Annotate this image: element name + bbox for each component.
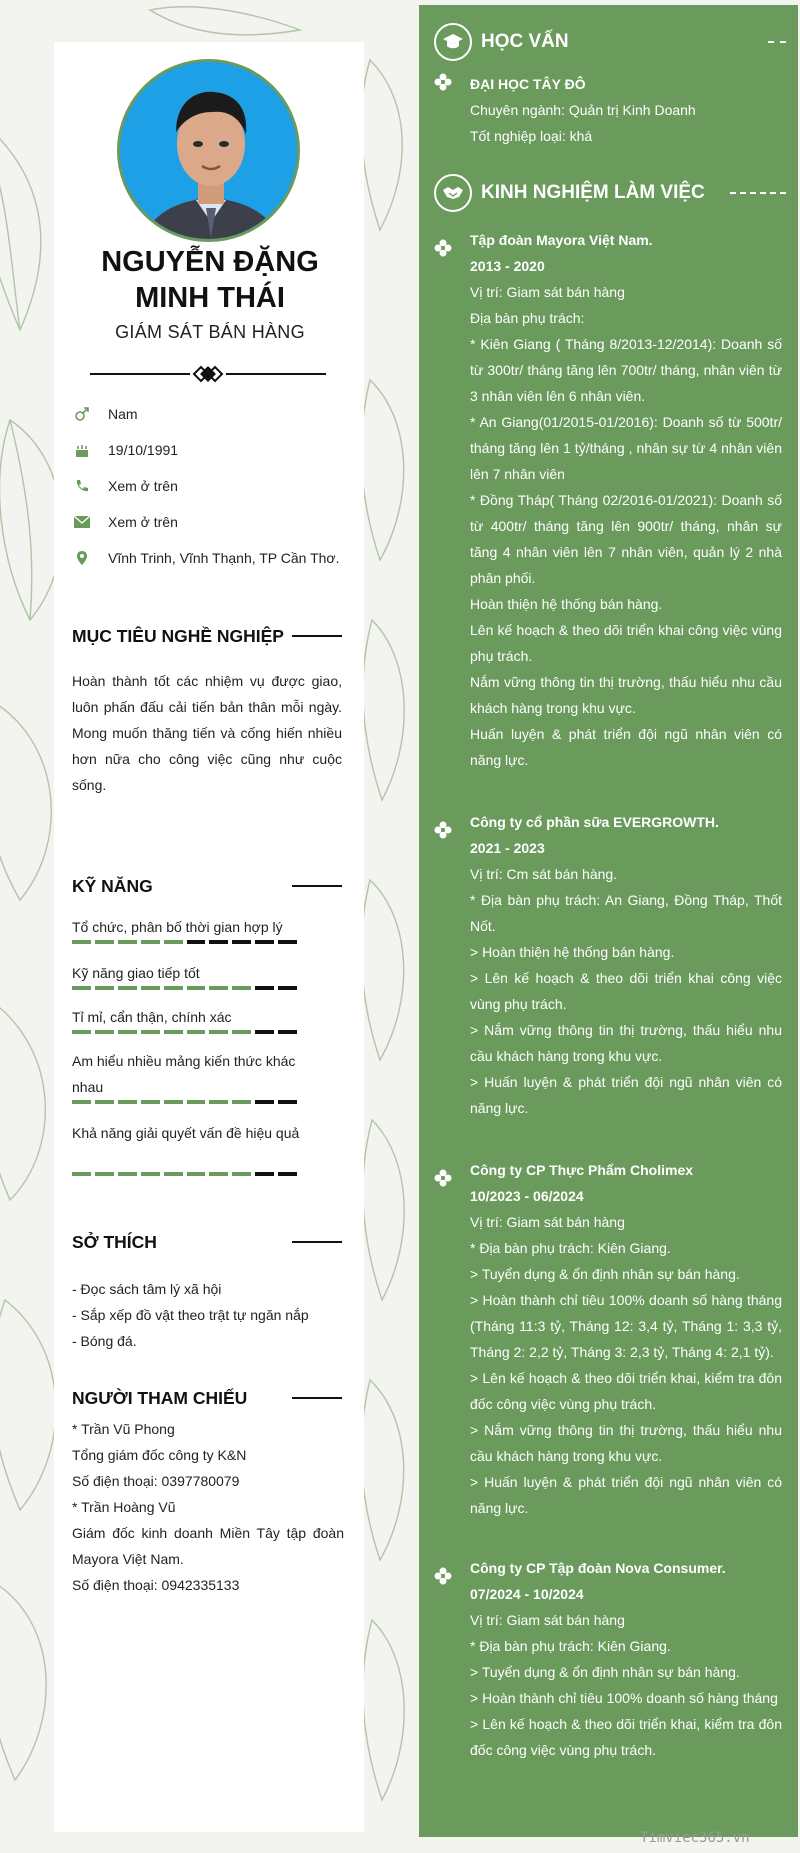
contact-phone (72, 475, 178, 497)
flower-bullet-icon (434, 1567, 452, 1585)
skill-level-bar (72, 986, 297, 990)
skill-level-segment (232, 1172, 251, 1176)
major: Chuyên ngành: Quản trị Kinh Doanh (470, 102, 696, 118)
contact-address (72, 547, 340, 569)
job-detail-line: Vị trí: Cm sát bán hàng. (470, 866, 618, 882)
references-heading: NGƯỜI THAM CHIẾU (72, 1386, 342, 1410)
skill-level-segment (141, 1172, 160, 1176)
skill-level-bar (72, 1030, 297, 1034)
job-title: GIÁM SÁT BÁN HÀNG (115, 322, 305, 342)
skill-level-segment (232, 986, 251, 990)
job-entry (470, 1157, 782, 1521)
skill-level-segment (255, 1172, 274, 1176)
skill-level-bar (72, 1100, 297, 1104)
skill-level-segment (255, 1100, 274, 1104)
skills-heading: KỸ NĂNG (72, 874, 342, 898)
name-divider (90, 362, 326, 386)
hobbies-list (72, 1276, 344, 1354)
job-detail-line: Vị trí: Giam sát bán hàng (470, 1612, 625, 1628)
job-detail-line: > Hoàn thành chỉ tiêu 100% doanh số hàng tháng (470, 1690, 778, 1706)
birthday-value: 19/10/1991 (108, 442, 179, 458)
location-pin-icon (72, 549, 92, 567)
email-value: Xem ở trên (108, 514, 178, 530)
list-item: * Trần Hoàng Vũ (72, 1499, 176, 1515)
company-name: Công ty cổ phần sữa EVERGROWTH. (470, 814, 719, 830)
skill-level-segment (118, 1100, 137, 1104)
skill-level-segment (95, 1030, 114, 1034)
skill-level-segment (118, 986, 137, 990)
job-period: 2013 - 2020 (470, 258, 545, 274)
skill-level-segment (95, 940, 114, 944)
skill-level-segment (209, 1030, 228, 1034)
job-detail-line: Vị trí: Giam sát bán hàng (470, 1214, 625, 1230)
skill-label: Tỉ mỉ, cẩn thận, chính xác (72, 1009, 232, 1025)
job-detail-line: > Tuyển dụng & ổn định nhân sự bán hàng. (470, 1664, 740, 1680)
skill-level-segment (232, 940, 251, 944)
phone-icon (72, 477, 92, 495)
job-entry (470, 227, 782, 773)
skill-level-segment (209, 1172, 228, 1176)
list-item: Số điện thoại: 0942335133 (72, 1577, 240, 1593)
skill-level-segment (95, 986, 114, 990)
skill-level-segment (72, 1100, 91, 1104)
skill-level-segment (118, 1172, 137, 1176)
skill-level-segment (141, 1100, 160, 1104)
hobbies-heading: SỞ THÍCH (72, 1230, 342, 1254)
job-period: 2021 - 2023 (470, 840, 545, 856)
job-detail-line: Địa bàn phụ trách: (470, 310, 585, 326)
list-item: Tổng giám đốc công ty K&N (72, 1447, 247, 1463)
person-portrait-image (120, 62, 300, 242)
birthday-cake-icon (72, 441, 92, 459)
skill-level-segment (187, 1030, 206, 1034)
skill-level-segment (187, 986, 206, 990)
experience-heading: KINH NGHIỆM LÀM VIỆC (434, 173, 786, 213)
skill-level-segment (278, 1100, 297, 1104)
email-icon (72, 513, 92, 531)
contact-email (72, 511, 178, 533)
company-name: Công ty CP Thực Phẩm Cholimex (470, 1162, 694, 1178)
company-name: Tập đoàn Mayora Việt Nam. (470, 232, 653, 248)
skill-level-segment (278, 1030, 297, 1034)
skill-level-segment (209, 940, 228, 944)
candidate-name: NGUYỄN ĐẶNG MINH THÁI (101, 246, 319, 314)
skill-level-segment (278, 940, 297, 944)
skill-level-segment (232, 1100, 251, 1104)
job-detail-line: > Lên kế hoạch & theo dõi triển khai, kiểm tra đôn đốc công việc vùng phụ trách. (470, 1370, 782, 1412)
grade: Tốt nghiệp loại: khá (470, 128, 593, 144)
skill-level-segment (187, 1172, 206, 1176)
skill-level-segment (95, 1172, 114, 1176)
skill-level-segment (209, 1100, 228, 1104)
job-entry (470, 809, 782, 1121)
watermark: Timviec365.vn (640, 1830, 750, 1846)
list-item: * Trần Vũ Phong (72, 1421, 175, 1437)
list-item: - Đọc sách tâm lý xã hội (72, 1281, 222, 1297)
job-period: 10/2023 - 06/2024 (470, 1188, 584, 1204)
list-item: Giám đốc kinh doanh Miền Tây tập đoàn Mayora Việt Nam. (72, 1525, 344, 1567)
skill-label: Kỹ năng giao tiếp tốt (72, 965, 200, 981)
job-detail-line: > Hoàn thành chỉ tiêu 100% doanh số hàng tháng (Tháng 11:3 tỷ, Tháng 12: 3,4 tỷ, Tháng 1: 3,3 tỷ, Tháng 2: 2,2 tỷ, Tháng 3: 2,3 tỷ, Tháng 4: 2,1 tỷ). (470, 1292, 782, 1360)
flower-bullet-icon (434, 1169, 452, 1187)
graduation-cap-icon (434, 23, 472, 61)
skill-level-segment (164, 1172, 183, 1176)
skill-level-segment (141, 1030, 160, 1034)
skill-level-segment (141, 940, 160, 944)
job-detail-line: * An Giang(01/2015-01/2016): Doanh số từ 500tr/ tháng tăng lên 1 tỷ/tháng , nhân sự từ 4 nhân viên lên 7 nhân viên (470, 414, 782, 482)
skill-level-segment (164, 940, 183, 944)
flower-bullet-icon (434, 821, 452, 839)
job-entry (470, 1555, 782, 1763)
list-item: - Sắp xếp đồ vật theo trật tự ngăn nắp (72, 1307, 309, 1323)
skill-level-segment (95, 1100, 114, 1104)
skill-level-segment (255, 986, 274, 990)
skill-level-segment (232, 1030, 251, 1034)
skill-level-segment (141, 986, 160, 990)
job-detail-line: > Hoàn thiện hệ thống bán hàng. (470, 944, 675, 960)
skill-level-bar (72, 940, 297, 944)
education-details (470, 71, 782, 149)
skill-level-segment (187, 1100, 206, 1104)
job-detail-line: Vị trí: Giam sát bán hàng (470, 284, 625, 300)
objective-text: Hoàn thành tốt các nhiệm vụ được giao, luôn phấn đấu cải tiến bản thân mỗi ngày. Mong muốn thăng tiến và cống hiến nhiều hơn nữa cho công việc cũng như cuộc sống. (72, 673, 342, 793)
skill-level-segment (164, 986, 183, 990)
job-detail-line: Huấn luyện & phát triển đội ngũ nhân viên có năng lực. (470, 726, 782, 768)
job-detail-line: > Huấn luyện & phát triển đội ngũ nhân viên có năng lực. (470, 1074, 782, 1116)
job-detail-line: > Nắm vững thông tin thị trường, thấu hiểu nhu cầu khách hàng trong khu vực. (470, 1022, 782, 1064)
job-detail-line: > Lên kế hoạch & theo dõi triển khai, kiểm tra đôn đốc công việc vùng phụ trách. (470, 1716, 782, 1758)
skill-level-segment (278, 1172, 297, 1176)
skill-level-segment (72, 1172, 91, 1176)
skill-label: Tổ chức, phân bố thời gian hợp lý (72, 919, 283, 935)
list-item: - Bóng đá. (72, 1333, 137, 1349)
job-detail-line: Lên kế hoạch & theo dõi triển khai công việc vùng phụ trách. (470, 622, 782, 664)
job-detail-line: > Nắm vững thông tin thị trường, thấu hiểu nhu cầu khách hàng trong khu vực. (470, 1422, 782, 1464)
handshake-icon (434, 174, 472, 212)
skill-level-segment (255, 940, 274, 944)
phone-value: Xem ở trên (108, 478, 178, 494)
skill-level-segment (278, 986, 297, 990)
skill-level-segment (118, 1030, 137, 1034)
job-detail-line: > Huấn luyện & phát triển đội ngũ nhân viên có năng lực. (470, 1474, 782, 1516)
education-heading: HỌC VẤN (434, 22, 786, 62)
skill-level-segment (72, 940, 91, 944)
skill-level-segment (164, 1030, 183, 1034)
job-detail-line: > Tuyển dụng & ổn định nhân sự bán hàng. (470, 1266, 740, 1282)
skill-level-segment (209, 986, 228, 990)
flower-bullet-icon (434, 239, 452, 257)
contact-birthday (72, 439, 178, 461)
job-detail-line: Nắm vững thông tin thị trường, thấu hiểu nhu cầu khách hàng trong khu vực. (470, 674, 782, 716)
flower-bullet-icon (434, 73, 452, 91)
job-detail-line: > Lên kế hoạch & theo dõi triển khai công việc vùng phụ trách. (470, 970, 782, 1012)
skill-level-segment (187, 940, 206, 944)
skill-label: Am hiểu nhiều mảng kiến thức khác nhau (72, 1053, 296, 1095)
company-name: Công ty CP Tập đoàn Nova Consumer. (470, 1560, 726, 1576)
contact-gender (72, 403, 138, 425)
skill-level-segment (72, 1030, 91, 1034)
skill-level-segment (255, 1030, 274, 1034)
gender-value: Nam (108, 406, 138, 422)
job-detail-line: * Địa bàn phụ trách: An Giang, Đồng Tháp, Thốt Nốt. (470, 892, 782, 934)
job-detail-line: * Địa bàn phụ trách: Kiên Giang. (470, 1638, 671, 1654)
job-detail-line: * Địa bàn phụ trách: Kiên Giang. (470, 1240, 671, 1256)
job-detail-line: * Đồng Tháp( Tháng 02/2016-01/2021): Doanh số từ 400tr/ tháng tăng lên 900tr/ tháng, nhân sự tăng 4 nhân viên lên 7 nhân viên, quản lý 2 nhà phân phối. (470, 492, 782, 586)
job-detail-line: Hoàn thiện hệ thống bán hàng. (470, 596, 663, 612)
address-value: Vĩnh Trinh, Vĩnh Thạnh, TP Cần Thơ. (108, 550, 340, 566)
skill-level-bar (72, 1172, 297, 1176)
skill-level-segment (164, 1100, 183, 1104)
school-name: ĐẠI HỌC TÂY ĐÔ (470, 76, 586, 92)
avatar (117, 59, 300, 242)
references-list (72, 1416, 344, 1598)
job-period: 07/2024 - 10/2024 (470, 1586, 584, 1602)
list-item: Số điện thoại: 0397780079 (72, 1473, 240, 1489)
objective-heading: MỤC TIÊU NGHỀ NGHIỆP (72, 624, 342, 648)
skill-level-segment (118, 940, 137, 944)
skill-level-segment (72, 986, 91, 990)
job-detail-line: * Kiên Giang ( Tháng 8/2013-12/2014): Doanh số từ 300tr/ tháng tăng lên 700tr/ tháng, nhân viên từ 3 nhân viên lên 6 nhân viên. (470, 336, 782, 404)
gender-icon (72, 405, 92, 423)
skill-label: Khả năng giải quyết vấn đề hiệu quả (72, 1125, 300, 1141)
